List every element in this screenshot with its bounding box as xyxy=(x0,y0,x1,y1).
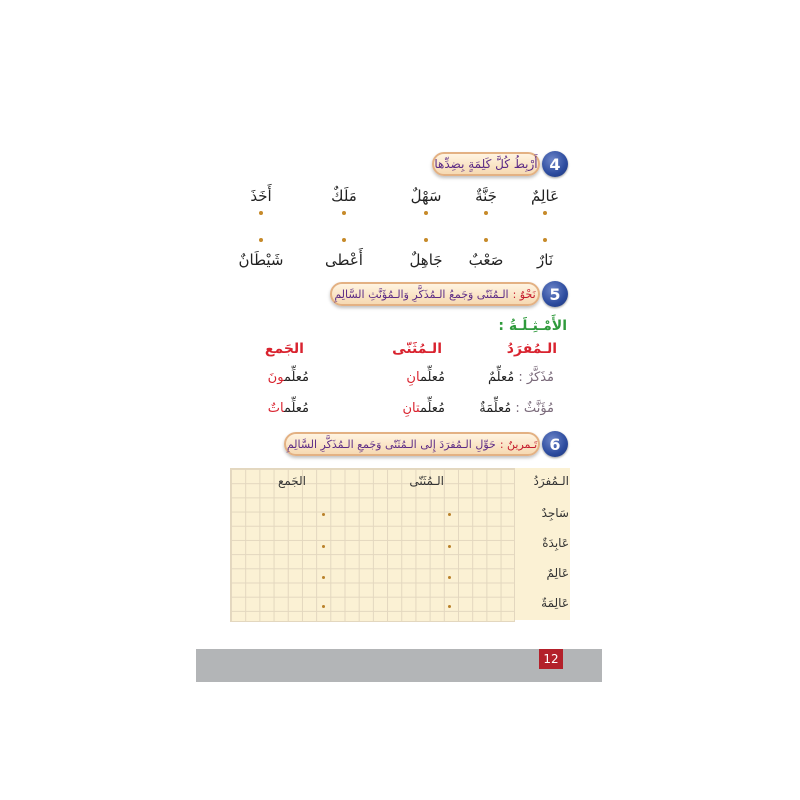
plural-suffix: ونَ xyxy=(267,370,284,385)
answer-dot[interactable] xyxy=(448,545,451,548)
section-5-number: 5 xyxy=(542,281,568,307)
gender-label: مُذَكَّرٌ : xyxy=(518,370,554,385)
grid-row-word-3: عَالِمٌ xyxy=(546,566,569,580)
header-dual: الـمُثَنّى xyxy=(392,341,442,357)
section-6-title xyxy=(284,432,540,456)
section-5-title-lead: نَحْوٌ : xyxy=(512,287,536,301)
example-feminine-singular xyxy=(479,401,554,416)
header-plural: الجَمع xyxy=(264,341,304,357)
top-word-2: جَنَّةٌ xyxy=(475,187,497,205)
grid-header-plural: الجَمع xyxy=(277,474,306,488)
answer-dot[interactable] xyxy=(448,513,451,516)
page-number: 12 xyxy=(539,649,563,669)
exercise-grid xyxy=(230,468,515,622)
grid-header-singular: الـمُفرَدُ xyxy=(533,474,569,488)
bottom-word-1: نَارٌ xyxy=(537,251,553,269)
plural-stem: مُعلِّم xyxy=(283,401,309,416)
bottom-word-5: شَيْطَانٌ xyxy=(238,251,284,269)
connect-dot[interactable] xyxy=(543,211,547,215)
connect-dot[interactable] xyxy=(259,211,263,215)
answer-dot[interactable] xyxy=(322,545,325,548)
answer-dot[interactable] xyxy=(322,605,325,608)
top-word-1: عَالِمٌ xyxy=(530,187,560,205)
connect-dot[interactable] xyxy=(484,238,488,242)
connect-dot[interactable] xyxy=(342,238,346,242)
grid-header-dual: الـمُثَنّى xyxy=(409,474,444,488)
example-masculine-plural xyxy=(268,370,309,385)
plural-stem: مُعلِّم xyxy=(283,370,309,385)
header-singular: الـمُفرَدُ xyxy=(506,341,557,357)
example-masculine-singular xyxy=(488,370,554,385)
answer-dot[interactable] xyxy=(448,605,451,608)
connect-dot[interactable] xyxy=(484,211,488,215)
connect-dot[interactable] xyxy=(543,238,547,242)
section-6-title-lead: تَـمرينٌ : xyxy=(499,437,538,451)
example-feminine-dual xyxy=(403,401,446,416)
connect-dot[interactable] xyxy=(259,238,263,242)
section-4-number: 4 xyxy=(542,151,568,177)
gender-label: مُؤَنَّثٌ : xyxy=(515,401,554,416)
section-5-title xyxy=(330,282,540,306)
bottom-word-2: صَعْبٌ xyxy=(468,251,504,269)
dual-suffix: انِ xyxy=(406,370,420,385)
answer-dot[interactable] xyxy=(448,576,451,579)
section-4-title xyxy=(432,152,540,176)
connect-dot[interactable] xyxy=(424,238,428,242)
grid-row-word-1: سَاجِدٌ xyxy=(541,506,569,520)
section-6-number: 6 xyxy=(542,431,568,457)
dual-stem: مُعلِّم xyxy=(419,370,445,385)
connect-dot[interactable] xyxy=(342,211,346,215)
top-word-5: أَخَذَ xyxy=(250,187,272,205)
answer-dot[interactable] xyxy=(322,576,325,579)
dual-suffix: تانِ xyxy=(402,401,420,416)
bottom-word-4: أَعْطى xyxy=(325,251,363,269)
singular-word: مُعلِّمٌ xyxy=(487,370,515,385)
section-4-title-text: أَرْبِطُ كُلَّ كَلِمَةٍ بِضِدِّها xyxy=(434,157,538,171)
connect-dot[interactable] xyxy=(424,211,428,215)
grid-row-word-2: عَابِدَةٌ xyxy=(542,536,569,550)
section-5-title-text: الـمُثَنّى وَجَمعُ الـمُذَكَّرِ وَالـمُؤَنَّثِ السَّالِمِ xyxy=(334,287,509,301)
answer-dot[interactable] xyxy=(322,513,325,516)
bottom-word-3: جَاهِلٌ xyxy=(409,251,443,269)
example-feminine-plural xyxy=(268,401,309,416)
dual-stem: مُعلِّم xyxy=(419,401,445,416)
grid-row-word-4: عَالِمَةٌ xyxy=(541,596,569,610)
examples-title: الأَمْـثِـلَـةُ : xyxy=(498,318,567,334)
singular-word: مُعلِّمَةٌ xyxy=(479,401,512,416)
top-word-3: سَهْلٌ xyxy=(410,187,442,205)
top-word-4: مَلَكٌ xyxy=(331,187,357,205)
example-masculine-dual xyxy=(406,370,445,385)
plural-suffix: اتٌ xyxy=(267,401,284,416)
section-6-title-text: حَوِّلِ الـمُفرَدَ إِلى الـمُثَنّى وَجَمعِ الـمُذَكَّرِ السَّالِمِ xyxy=(286,437,496,451)
